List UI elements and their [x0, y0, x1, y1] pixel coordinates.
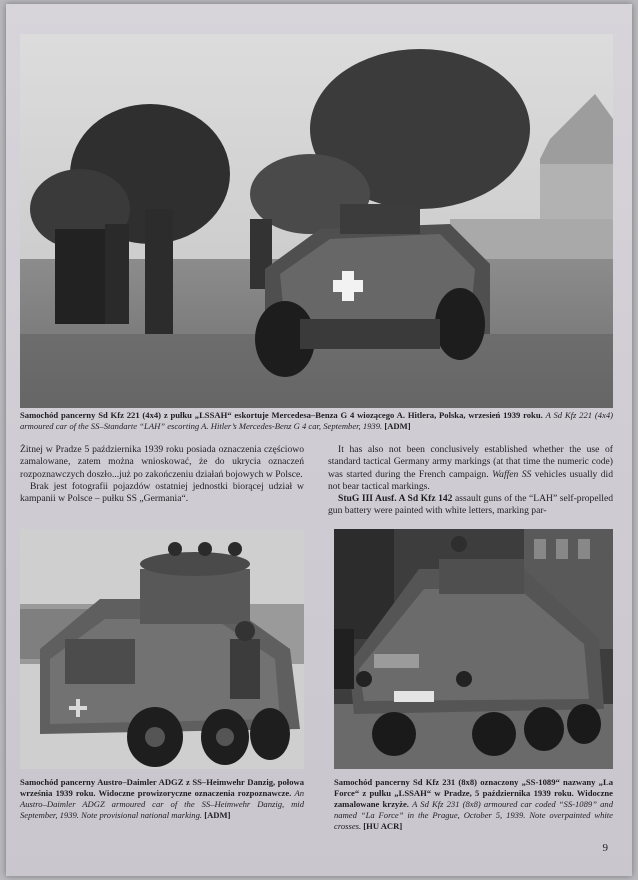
bottom-right-caption-polish: Samochód pancerny Sd Kfz 231 (8x8) oznaczony „SS-1089“ nazwany „La Force“ z pułku „LSSAH“ w Pradze, 5 października 1939 roku. Widoczne zamalowane krzyże.	[334, 777, 613, 809]
bottom-left-photo	[20, 529, 304, 769]
bottom-left-photo-image	[20, 529, 304, 769]
right-paragraph-2-text: assault guns of the “LAH” self-propelled gun battery were painted with white letters, marking par-	[328, 493, 613, 517]
bottom-right-caption-credit: [HU ACR]	[363, 821, 403, 831]
bottom-left-caption-polish: Samochód pancerny Austro–Daimler ADGZ z SS–Heimwehr Danzig, połowa września 1939 roku. Widoczne prowizoryczne oznaczenia rozpoznawcze.	[20, 777, 304, 798]
top-caption-polish: Samochód pancerny Sd Kfz 221 (4x4) z pułku „LSSAH“ eskortuje Mercedesa–Benza G 4 wiozącego A. Hitlera, Polska, wrzesień 1939 roku.	[20, 410, 543, 420]
top-photo	[20, 34, 613, 408]
page-number: 9	[602, 842, 608, 854]
bottom-right-caption-english: A Sd Kfz 231 (8x8) armoured car coded “SS-1089” and named “La Force” in the Prague, October 5, 1939. Note overpainted white crosses.	[334, 799, 613, 831]
right-paragraph-1-end: vehicles usually did not bear tactical markings.	[328, 468, 614, 492]
right-paragraph-2-bold: StuG III Ausf. A Sd Kfz 142	[338, 493, 453, 505]
top-photo-image	[20, 34, 613, 408]
bottom-left-caption-credit: [ADM]	[204, 810, 231, 820]
right-body-column	[328, 444, 613, 518]
right-paragraph-1-text: It has also not been conclusively established whether the use of standard tactical Germany army markings (at that time the numeric code) was started during the French campaign.	[328, 444, 613, 480]
bottom-left-caption-english: An Austro–Daimler ADGZ armoured car of the SS–Heimwehr Danzig, mid September, 1939. Note provisional national marking.	[20, 788, 304, 820]
right-paragraph-1-italic: Waffen SS	[492, 468, 532, 480]
right-paragraph-2	[328, 493, 613, 518]
bottom-right-photo-image	[334, 529, 613, 769]
top-caption-english: A Sd Kfz 221 (4x4) armoured car of the SS–Standarte “LAH” escorting A. Hitler’s Mercedes-Benz G 4 car, September, 1939.	[20, 410, 613, 431]
top-caption	[20, 410, 613, 432]
left-paragraph-2: Brak jest fotografii pojazdów ostatniej jednostki biorącej udział w kampanii w Polsce – pułku SS „Germania“.	[20, 480, 304, 505]
bottom-right-photo	[334, 529, 613, 769]
book-page	[6, 4, 632, 876]
bottom-left-caption	[20, 777, 304, 821]
bottom-right-caption	[334, 777, 613, 832]
top-caption-credit: [ADM]	[384, 421, 411, 431]
right-paragraph-1	[328, 444, 613, 493]
left-body-column	[20, 444, 304, 505]
left-paragraph-1: Żitnej w Pradze 5 października 1939 roku posiada oznaczenia częściowo zamalowane, zatem można wnioskować, że do ukrycia oznaczeń rozpoznawczych doszło...już po zakończeniu działań bojowych w Polsce.	[20, 444, 304, 480]
